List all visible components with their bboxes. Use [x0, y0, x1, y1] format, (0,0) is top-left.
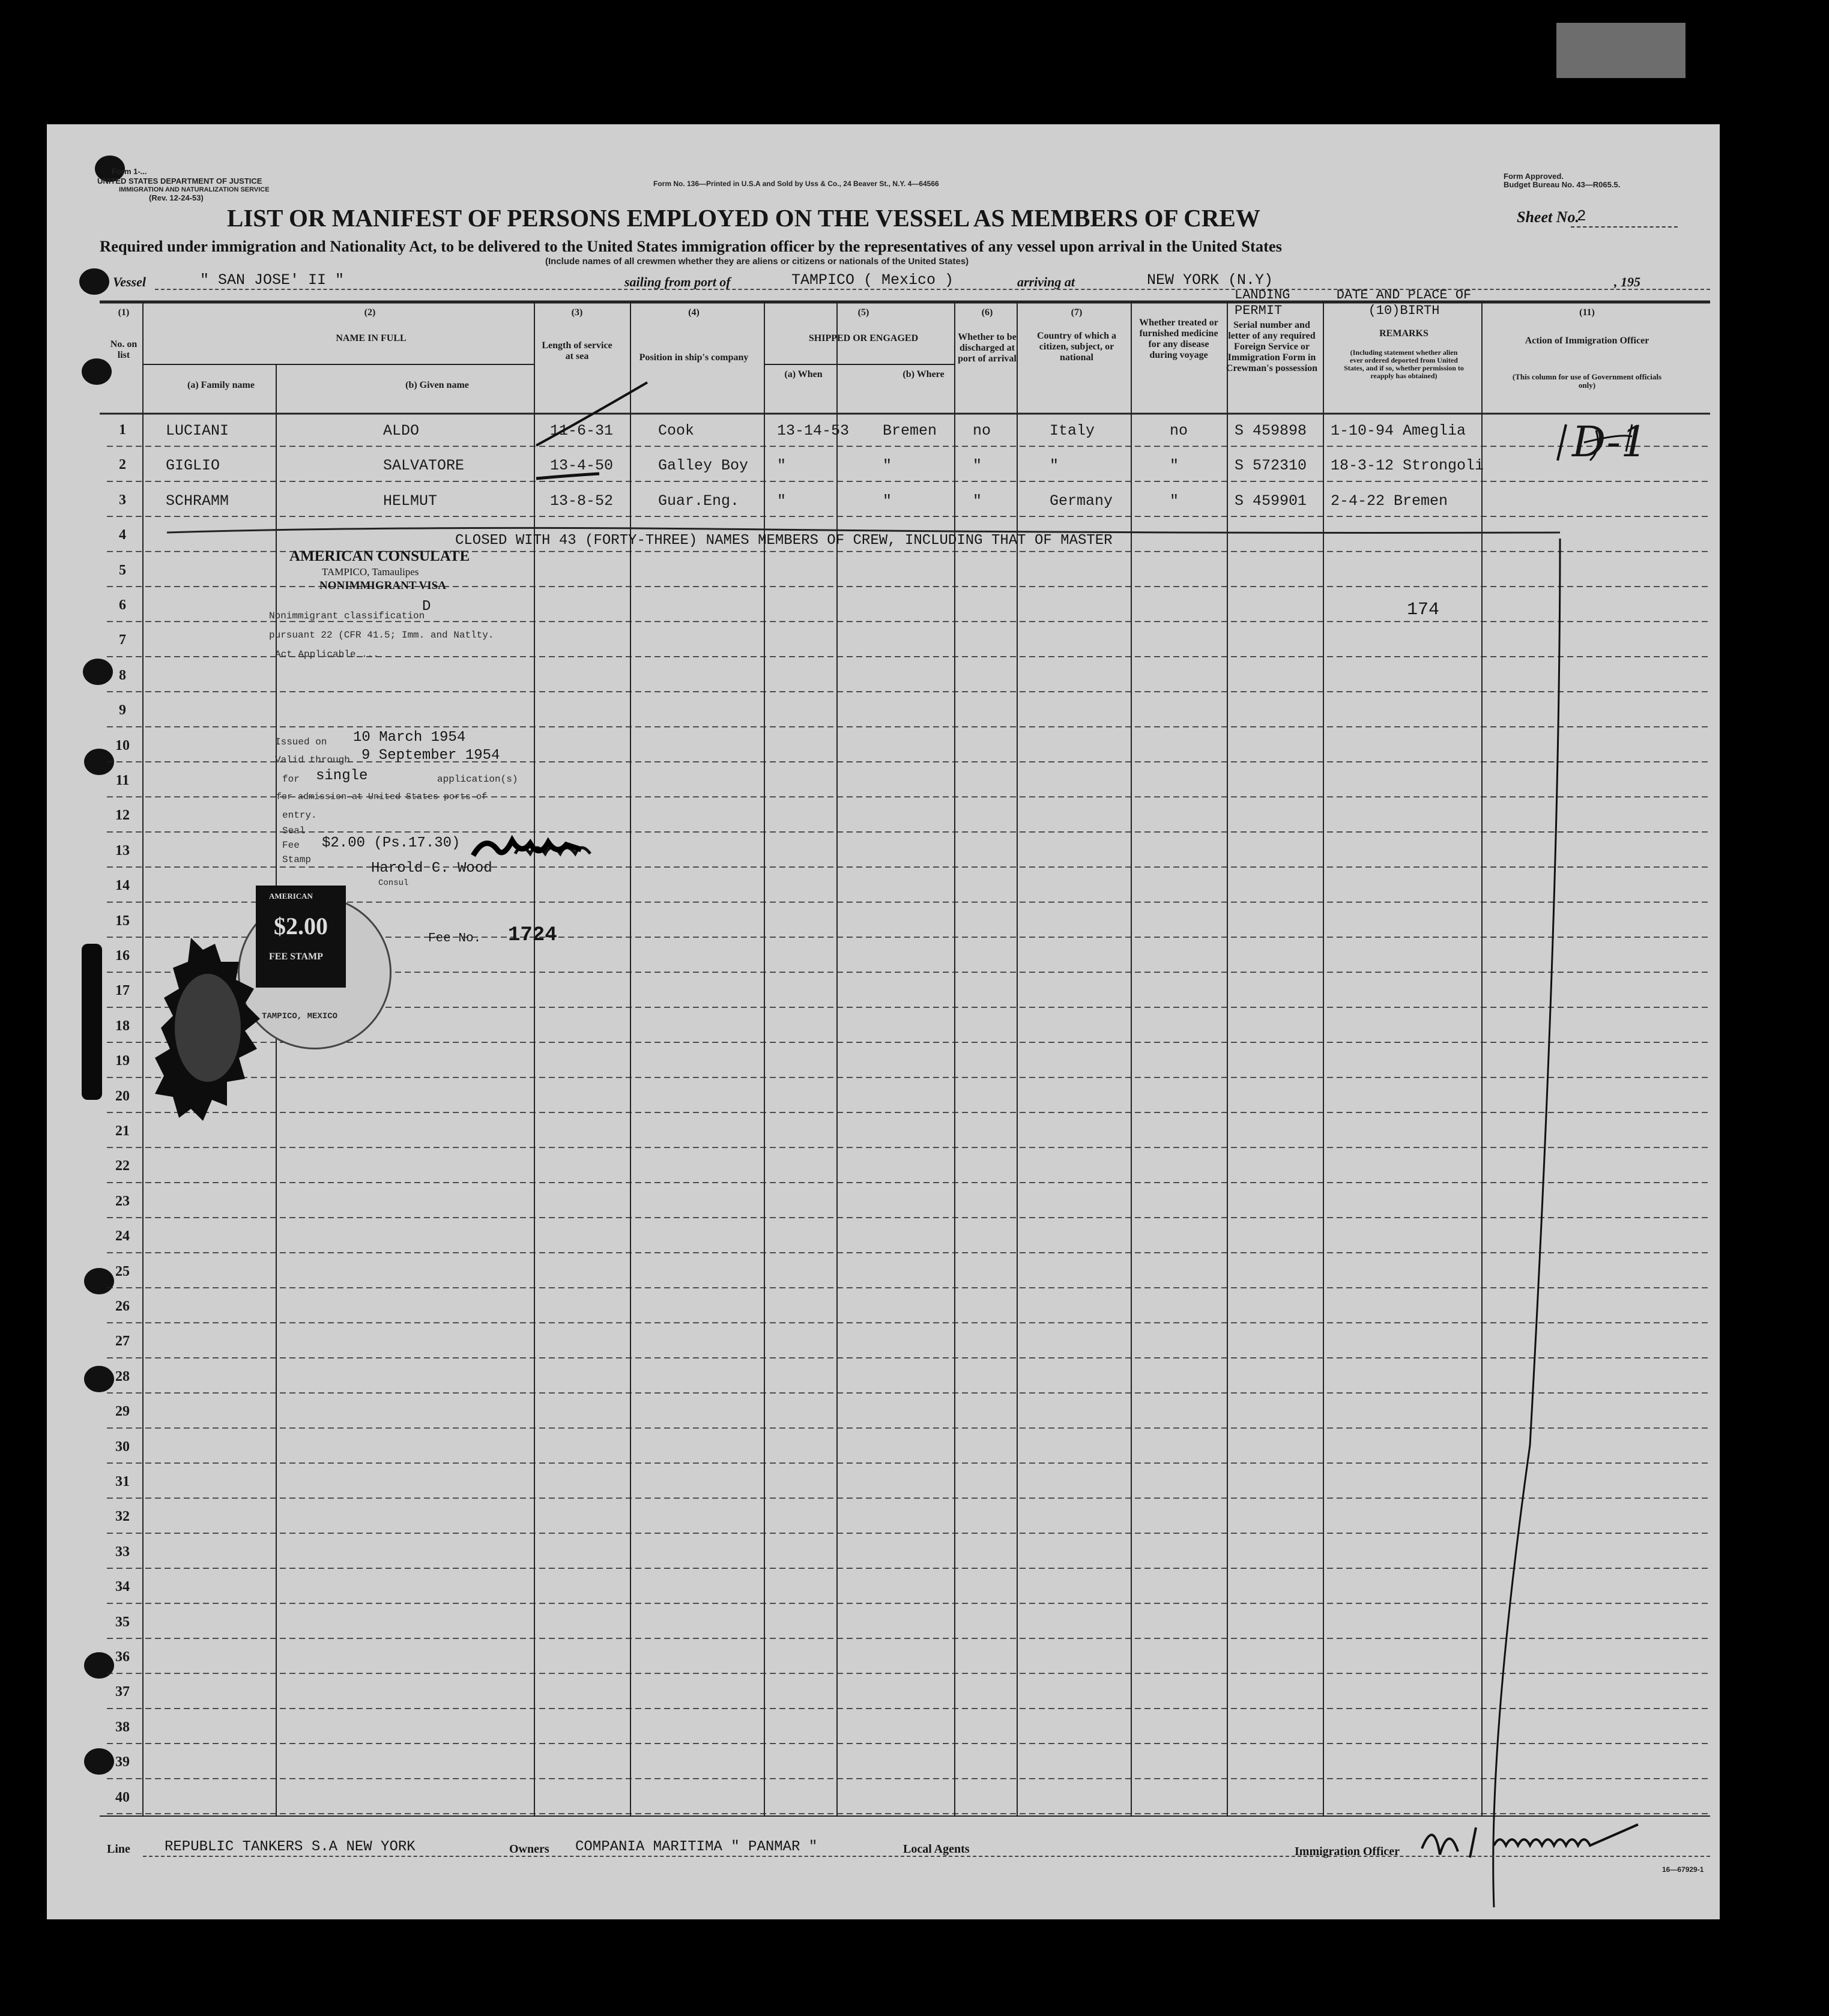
service-length-cell: 13-8-52 — [550, 492, 614, 510]
closing-statement: CLOSED WITH 43 (FORTY-THREE) NAMES MEMBERS OF CREW, INCLUDING THAT OF MASTER — [455, 533, 1113, 549]
for-value: single — [316, 768, 368, 784]
consul-label: Consul — [378, 878, 409, 888]
position-cell: Galley Boy — [658, 457, 749, 475]
row-number: 4 — [119, 527, 126, 543]
given-name-cell: SALVATORE — [383, 457, 465, 475]
row-number: 38 — [115, 1719, 130, 1735]
row-number: 21 — [115, 1123, 130, 1139]
row-number: 5 — [119, 562, 126, 578]
country-cell: Italy — [1050, 422, 1095, 439]
vessel-label: Vessel — [113, 274, 146, 289]
col5-header: SHIPPED OR ENGAGED — [808, 333, 919, 343]
footer-owners-value: COMPANIA MARITIMA " PANMAR " — [575, 1839, 818, 1855]
row-number: 35 — [115, 1614, 130, 1630]
seal-label: Seal — [282, 825, 306, 836]
valid-date: 9 September 1954 — [361, 747, 500, 764]
subtitle: Required under immigration and Nationality Act, to be delivered to the United States immigration officer by the representatives of any vessel upon arrival in the United States — [100, 237, 1282, 255]
row-number: 28 — [115, 1368, 130, 1384]
row-number: 12 — [115, 807, 130, 824]
issued-label: Issued on — [275, 737, 327, 747]
col11-header: Action of Immigration Officer — [1525, 336, 1649, 346]
row-number: 40 — [115, 1789, 130, 1805]
action-mark: D-1 — [1572, 417, 1648, 466]
fee-label: Fee — [282, 840, 300, 851]
fee-stamp-label: FEE STAMP — [269, 952, 323, 962]
fee-number-value: 1724 — [508, 924, 557, 947]
manifest-sheet — [47, 124, 1720, 1919]
sheet-label: Sheet No. — [1517, 208, 1579, 226]
admission-line: for admission at United States ports of — [276, 792, 488, 802]
col6-number: (6) — [981, 307, 993, 318]
printer-note: Form No. 136—Printed in U.S.A and Sold by Uss & Co., 24 Beaver St., N.Y. 4—64566 — [653, 180, 939, 188]
row-number: 37 — [115, 1684, 130, 1700]
row-number: 6 — [119, 597, 126, 613]
footer-owners-label: Owners — [509, 1842, 549, 1856]
row-number: 20 — [115, 1088, 130, 1104]
row-number: 9 — [119, 702, 126, 719]
arriving-label: arriving at — [1017, 274, 1075, 289]
row-number: 8 — [119, 667, 126, 683]
col2b-header: (b) Given name — [405, 380, 469, 390]
shipped-where-cell: Bremen — [883, 422, 937, 439]
consulate-title: AMERICAN CONSULATE — [289, 548, 470, 564]
officer-signature — [1410, 1812, 1650, 1867]
issued-date: 10 March 1954 — [353, 729, 466, 746]
col10-subheader: (Including statement whether alien ever ordered deported from United States, and if so, whether permission to reapply has obtained) — [1344, 348, 1464, 380]
row-number: 10 — [115, 737, 130, 753]
footer-line-value: REPUBLIC TANKERS S.A NEW YORK — [165, 1839, 416, 1855]
position-cell: Guar.Eng. — [658, 492, 740, 510]
classification-value: D — [422, 599, 431, 615]
medicine-cell: " — [1170, 457, 1179, 475]
col9-header: Serial number and letter of any required Foreign Service or Immigration Form in Crewman's possession — [1226, 320, 1318, 373]
row-number: 22 — [115, 1158, 130, 1174]
row-number: 16 — [115, 948, 130, 964]
col6-header: Whether to be discharged at port of arrival — [958, 332, 1017, 364]
stamp-label: Stamp — [282, 854, 312, 865]
country-cell: Germany — [1050, 492, 1113, 510]
classification-label: Nonimmigrant classification — [269, 611, 425, 621]
row-number: 34 — [115, 1579, 130, 1595]
row-number: 32 — [115, 1509, 130, 1525]
budget-bureau: Budget Bureau No. 43—R065.5. — [1504, 180, 1621, 189]
row-number: 3 — [119, 492, 126, 508]
medicine-cell: " — [1170, 492, 1179, 510]
col7-header: Country of which a citizen, subject, or national — [1036, 331, 1116, 363]
service-length-cell: 11-6-31 — [550, 422, 614, 439]
landing-permit-cell: S 459898 — [1235, 422, 1307, 439]
row-number: 30 — [115, 1438, 130, 1455]
discharge-cell: no — [973, 422, 991, 439]
given-name-cell: HELMUT — [383, 492, 438, 510]
row-number: 23 — [115, 1193, 130, 1209]
act-line: Act Applicable ... — [275, 649, 379, 660]
row-number: 15 — [115, 913, 130, 929]
col3-header: Length of service at sea — [542, 340, 612, 361]
col1-header: No. on list — [110, 339, 138, 360]
round-stamp-text: TAMPICO, MEXICO — [262, 1012, 338, 1021]
landing-permit-cell: S 572310 — [1235, 457, 1307, 475]
birth-cell: 1-10-94 Ameglia — [1331, 422, 1466, 439]
for-label: for — [282, 774, 300, 785]
row-number: 25 — [115, 1263, 130, 1279]
entry-line: entry. — [282, 810, 317, 821]
row-number: 19 — [115, 1053, 130, 1069]
birth-cell: 18-3-12 Strongoli — [1331, 457, 1484, 475]
footer-line-label: Line — [107, 1842, 130, 1856]
form-number-left: Form 1-... — [112, 167, 147, 176]
revision-label: (Rev. 12-24-53) — [149, 193, 204, 202]
given-name-cell: ALDO — [383, 422, 420, 439]
visa-type: NONIMMIGRANT VISA — [319, 579, 446, 592]
year-field: , 195 — [1614, 274, 1640, 289]
scan-corner-shadow — [1556, 23, 1685, 78]
row-number: 39 — [115, 1754, 130, 1770]
col2a-header: (a) Family name — [187, 380, 255, 390]
col4-number: (4) — [688, 307, 700, 318]
col11-subheader: (This column for use of Government officials only) — [1512, 372, 1662, 390]
col5a-header: (a) When — [784, 369, 823, 379]
col7-number: (7) — [1071, 307, 1083, 318]
row-number: 33 — [115, 1544, 130, 1560]
row-number: 36 — [115, 1649, 130, 1665]
row-number: 18 — [115, 1018, 130, 1034]
row-number: 2 — [119, 457, 126, 473]
consul-name: Harold C. Wood — [371, 860, 492, 877]
embossed-seal — [155, 938, 275, 1154]
department-label: UNITED STATES DEPARTMENT OF JUSTICE — [97, 177, 262, 186]
family-name-cell: GIGLIO — [166, 457, 220, 475]
discharge-cell: " — [973, 492, 982, 510]
col11-number: (11) — [1579, 307, 1595, 318]
row-number: 7 — [119, 632, 126, 648]
col10-typed-header: DATE AND PLACE OF (10)BIRTH — [1336, 288, 1472, 318]
page-title: LIST OR MANIFEST OF PERSONS EMPLOYED ON THE VESSEL AS MEMBERS OF CREW — [227, 204, 1260, 232]
form-code: 16—67929-1 — [1662, 1865, 1704, 1874]
position-cell: Cook — [658, 422, 695, 439]
row-number: 1 — [119, 422, 126, 438]
discharge-cell: " — [973, 457, 982, 475]
shipped-when-cell: " — [777, 492, 787, 510]
family-name-cell: SCHRAMM — [166, 492, 229, 510]
consulate-city: TAMPICO, Tamaulipes — [322, 566, 419, 578]
form-approved: Form Approved. — [1504, 172, 1564, 181]
col2-header: NAME IN FULL — [336, 333, 407, 343]
col5-number: (5) — [857, 307, 869, 318]
row-number: 27 — [115, 1333, 130, 1350]
annotation-174: 174 — [1407, 600, 1440, 620]
application-label: application(s) — [437, 774, 518, 785]
row-number: 24 — [115, 1228, 130, 1245]
pursuant-line: pursuant 22 (CFR 41.5; Imm. and Natlty. — [269, 630, 494, 641]
row-number: 17 — [115, 983, 130, 999]
torn-edge-mark — [82, 944, 102, 1100]
fee-value: $2.00 (Ps.17.30) — [322, 835, 461, 851]
row-number: 11 — [115, 773, 130, 788]
consul-signature — [467, 831, 587, 868]
fee-number-label: Fee No. — [428, 932, 482, 946]
col9-typed-header: LANDING PERMIT — [1235, 288, 1290, 318]
medicine-cell: no — [1170, 422, 1188, 439]
row-number: 31 — [115, 1474, 130, 1489]
col8-header: Whether treated or furnished medicine for any disease during voyage — [1139, 318, 1218, 360]
shipped-when-cell: 13-14-53 — [777, 422, 850, 439]
row-number: 26 — [115, 1299, 130, 1314]
sailing-label: sailing from port of — [624, 274, 731, 289]
fee-stamp-top: AMERICAN — [269, 892, 313, 901]
fee-stamp-amount: $2.00 — [274, 913, 328, 940]
arriving-port: NEW YORK (N.Y) — [1147, 271, 1274, 289]
service-length-cell: 13-4-50 — [550, 457, 614, 475]
col3-number: (3) — [571, 307, 583, 318]
landing-permit-cell: S 459901 — [1235, 492, 1307, 510]
shipped-where-cell: " — [883, 492, 892, 510]
footer-agents-label: Local Agents — [903, 1842, 970, 1856]
sheet-number: 2 — [1577, 207, 1586, 225]
row-number: 13 — [115, 842, 130, 859]
shipped-where-cell: " — [883, 457, 892, 475]
col2-number: (2) — [364, 307, 376, 318]
vessel-name: " SAN JOSE' II " — [200, 271, 345, 289]
col1-number: (1) — [118, 307, 130, 318]
footer-officer-label: Immigration Officer — [1295, 1845, 1400, 1858]
row-number: 29 — [115, 1404, 130, 1420]
col5b-header: (b) Where — [902, 369, 945, 379]
service-label: IMMIGRATION AND NATURALIZATION SERVICE — [119, 186, 270, 193]
shipped-when-cell: " — [777, 457, 787, 475]
country-cell: " — [1050, 457, 1059, 475]
sailing-port: TAMPICO ( Mexico ) — [791, 271, 954, 289]
family-name-cell: LUCIANI — [166, 422, 229, 439]
inclusion-note: (Include names of all crewmen whether they are aliens or citizens or nationals of the United States) — [545, 256, 969, 267]
col10-header: REMARKS — [1379, 328, 1428, 339]
col4-header: Position in ship's company — [639, 352, 749, 363]
birth-cell: 2-4-22 Bremen — [1331, 492, 1448, 510]
row-number: 14 — [115, 878, 130, 894]
valid-label: Valid through — [275, 755, 350, 765]
